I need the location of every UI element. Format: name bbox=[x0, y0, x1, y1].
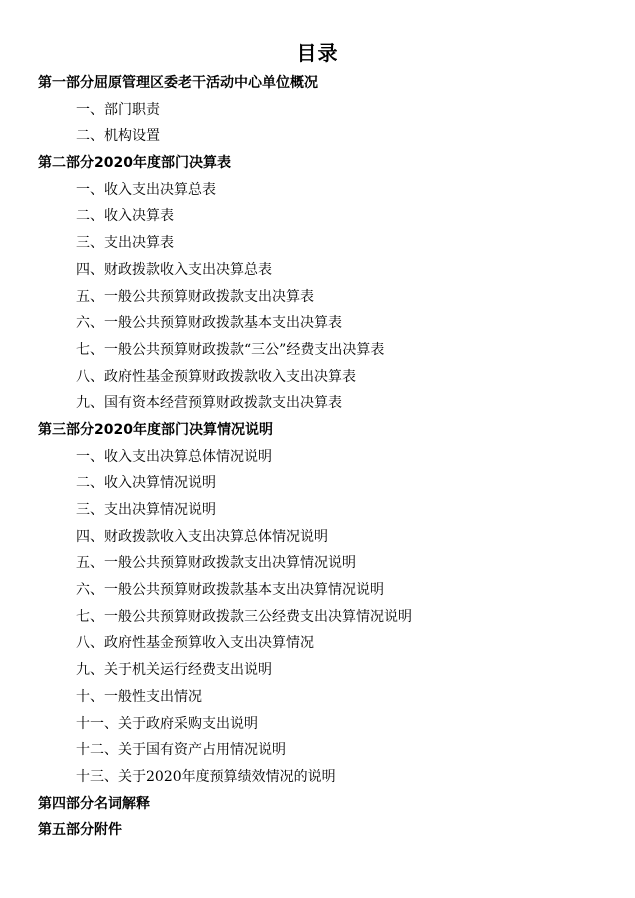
toc-entry: 四、财政拨款收入支出决算总体情况说明 bbox=[76, 528, 328, 545]
toc-entry: 一、部门职责 bbox=[76, 101, 160, 118]
toc-entry: 七、一般公共预算财政拨款三公经费支出决算情况说明 bbox=[76, 608, 412, 625]
toc-entry: 五、一般公共预算财政拨款支出决算表 bbox=[76, 288, 314, 305]
toc-entry: 七、一般公共预算财政拨款“三公”经费支出决算表 bbox=[76, 341, 385, 358]
toc-entry: 二、收入决算情况说明 bbox=[76, 475, 216, 492]
toc-entry: 八、政府性基金预算收入支出决算情况 bbox=[76, 635, 314, 652]
toc-entry: 十、一般性支出情况 bbox=[76, 688, 202, 705]
toc-entry: 十一、关于政府采购支出说明 bbox=[76, 715, 258, 732]
toc-entry: 二、机构设置 bbox=[76, 128, 160, 145]
toc-entry: 六、一般公共预算财政拨款基本支出决算表 bbox=[76, 315, 342, 332]
toc-entry: 三、支出决算表 bbox=[76, 235, 174, 252]
toc-part-heading: 第一部分屈原管理区委老干活动中心单位概况 bbox=[38, 75, 318, 91]
toc-entry: 十三、关于2020年度预算绩效情况的说明 bbox=[76, 768, 336, 785]
table-of-contents bbox=[0, 70, 635, 844]
toc-entry: 九、关于机关运行经费支出说明 bbox=[76, 662, 272, 679]
toc-part-heading: 第三部分2020年度部门决算情况说明 bbox=[38, 421, 273, 438]
toc-entry: 九、国有资本经营预算财政拨款支出决算表 bbox=[76, 395, 342, 412]
toc-part-heading: 第二部分2020年度部门决算表 bbox=[38, 155, 231, 172]
toc-entry: 二、收入决算表 bbox=[76, 208, 174, 225]
toc-entry: 五、一般公共预算财政拨款支出决算情况说明 bbox=[76, 555, 356, 572]
toc-part-heading: 第四部分名词解释 bbox=[38, 795, 150, 812]
toc-entry: 八、政府性基金预算财政拨款收入支出决算表 bbox=[76, 368, 356, 385]
page-title: 目录 bbox=[296, 41, 339, 65]
toc-entry: 一、收入支出决算总表 bbox=[76, 181, 216, 198]
toc-entry: 十二、关于国有资产占用情况说明 bbox=[76, 742, 286, 759]
toc-entry: 六、一般公共预算财政拨款基本支出决算情况说明 bbox=[76, 582, 384, 599]
toc-entry: 三、支出决算情况说明 bbox=[76, 502, 216, 518]
toc-entry: 四、财政拨款收入支出决算总表 bbox=[76, 261, 272, 278]
toc-part-heading: 第五部分附件 bbox=[38, 822, 122, 839]
toc-entry: 一、收入支出决算总体情况说明 bbox=[76, 448, 272, 465]
